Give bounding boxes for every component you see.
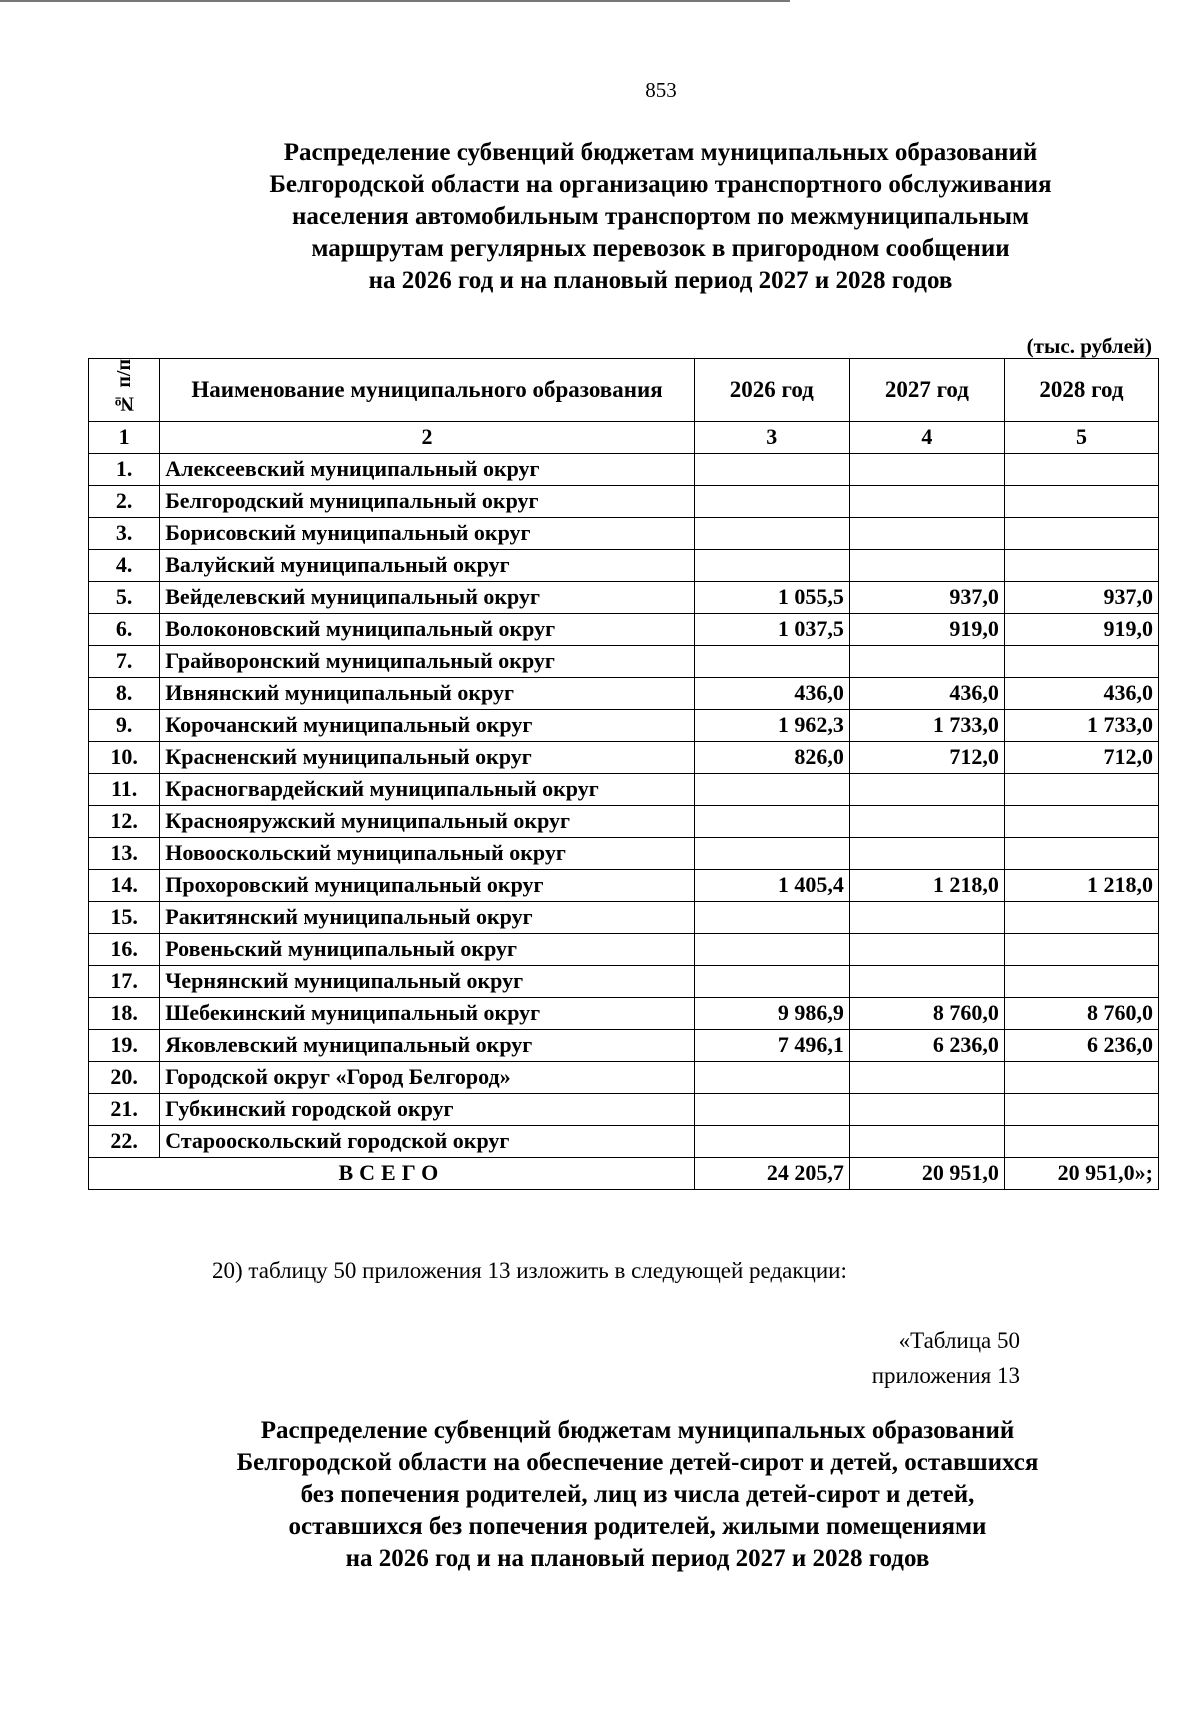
table-row [89, 805, 1159, 837]
row-number: 19. [89, 1029, 160, 1061]
row-municipality-name: Краснояружский муниципальный округ [160, 805, 694, 837]
header-2026: 2026 год [694, 359, 849, 422]
row-value-2027 [849, 517, 1004, 549]
row-number: 6. [89, 613, 160, 645]
row-value-2027: 919,0 [849, 613, 1004, 645]
table-row [89, 997, 1159, 1029]
row-value-2026: 1 055,5 [694, 581, 849, 613]
table-row [89, 933, 1159, 965]
row-number: 15. [89, 901, 160, 933]
table2-title-line: без попечения родителей, лиц из числа детей-сирот и детей, [300, 1481, 975, 1508]
row-value-2026 [694, 773, 849, 805]
row-municipality-name: Белгородский муниципальный округ [160, 485, 694, 517]
table-reference [820, 1323, 1020, 1393]
table-reference-line1: «Таблица 50 [898, 1328, 1020, 1353]
row-municipality-name: Губкинский городской округ [160, 1093, 694, 1125]
row-value-2028 [1004, 773, 1158, 805]
row-number: 20. [89, 1061, 160, 1093]
total-label: ВСЕГО [89, 1157, 695, 1189]
header-num [89, 359, 160, 422]
row-municipality-name: Прохоровский муниципальный округ [160, 869, 694, 901]
table-header-row [89, 359, 1159, 422]
column-number: 2 [160, 421, 694, 453]
row-municipality-name: Ракитянский муниципальный округ [160, 901, 694, 933]
row-municipality-name: Ровеньский муниципальный округ [160, 933, 694, 965]
table2-title-line: Белгородской области на обеспечение детей-сирот и детей, оставшихся [236, 1449, 1039, 1476]
table-row [89, 645, 1159, 677]
row-value-2028 [1004, 837, 1158, 869]
row-value-2026 [694, 549, 849, 581]
table-row [89, 709, 1159, 741]
table-row [89, 1125, 1159, 1157]
row-value-2026 [694, 485, 849, 517]
column-number: 5 [1004, 421, 1158, 453]
table-row [89, 549, 1159, 581]
row-value-2026: 1 037,5 [694, 613, 849, 645]
row-value-2026: 1 962,3 [694, 709, 849, 741]
row-number: 13. [89, 837, 160, 869]
row-value-2028 [1004, 1125, 1158, 1157]
table-row [89, 517, 1159, 549]
row-municipality-name: Старооскольский городской округ [160, 1125, 694, 1157]
row-value-2026 [694, 805, 849, 837]
row-municipality-name: Красненский муниципальный округ [160, 741, 694, 773]
table2-title-line: Распределение субвенций бюджетам муниципальных образований [260, 1417, 1015, 1444]
row-value-2027 [849, 805, 1004, 837]
row-municipality-name: Корочанский муниципальный округ [160, 709, 694, 741]
row-value-2026 [694, 901, 849, 933]
row-value-2027: 8 760,0 [849, 997, 1004, 1029]
amendment-instruction: 20) таблицу 50 приложения 13 изложить в следующей редакции: [212, 1258, 847, 1283]
table-row [89, 453, 1159, 485]
row-value-2026: 436,0 [694, 677, 849, 709]
row-value-2026: 9 986,9 [694, 997, 849, 1029]
table1-title-line: маршрутам регулярных перевозок в пригородном сообщении [311, 235, 1010, 262]
row-value-2027 [849, 1061, 1004, 1093]
row-value-2028 [1004, 485, 1158, 517]
row-value-2028: 919,0 [1004, 613, 1158, 645]
row-value-2028: 712,0 [1004, 741, 1158, 773]
row-value-2027: 1 733,0 [849, 709, 1004, 741]
row-municipality-name: Красногвардейский муниципальный округ [160, 773, 694, 805]
row-value-2028: 937,0 [1004, 581, 1158, 613]
row-value-2026: 826,0 [694, 741, 849, 773]
row-number: 1. [89, 453, 160, 485]
table1-title-line: Распределение субвенций бюджетам муниципальных образований [283, 139, 1038, 166]
row-municipality-name: Чернянский муниципальный округ [160, 965, 694, 997]
top-border-line [0, 0, 790, 2]
row-value-2026 [694, 645, 849, 677]
row-number: 12. [89, 805, 160, 837]
row-value-2027 [849, 485, 1004, 517]
table-row [89, 1093, 1159, 1125]
row-value-2028 [1004, 517, 1158, 549]
subvention-table [88, 358, 1159, 1190]
table-row [89, 1029, 1159, 1061]
row-municipality-name: Борисовский муниципальный округ [160, 517, 694, 549]
table-reference-line2: приложения 13 [871, 1363, 1020, 1388]
row-number: 16. [89, 933, 160, 965]
column-number: 1 [89, 421, 160, 453]
table-row [89, 965, 1159, 997]
row-value-2026 [694, 1061, 849, 1093]
table-row [89, 741, 1159, 773]
row-number: 5. [89, 581, 160, 613]
table1-title [60, 137, 1200, 297]
row-value-2027 [849, 933, 1004, 965]
row-number: 21. [89, 1093, 160, 1125]
total-2026: 24 205,7 [694, 1157, 849, 1189]
table1-title-line: на 2026 год и на плановый период 2027 и 2028 годов [368, 267, 953, 294]
row-municipality-name: Валуйский муниципальный округ [160, 549, 694, 581]
row-number: 18. [89, 997, 160, 1029]
row-value-2027: 6 236,0 [849, 1029, 1004, 1061]
column-number-row [89, 421, 1159, 453]
table-row [89, 773, 1159, 805]
table-row [89, 1061, 1159, 1093]
column-number: 4 [849, 421, 1004, 453]
row-value-2027 [849, 645, 1004, 677]
row-value-2026 [694, 965, 849, 997]
row-municipality-name: Яковлевский муниципальный округ [160, 1029, 694, 1061]
row-value-2027 [849, 453, 1004, 485]
total-2028: 20 951,0»; [1004, 1157, 1158, 1189]
row-municipality-name: Городской округ «Город Белгород» [160, 1061, 694, 1093]
column-number: 3 [694, 421, 849, 453]
row-value-2028: 436,0 [1004, 677, 1158, 709]
row-number: 10. [89, 741, 160, 773]
row-value-2027 [849, 773, 1004, 805]
table-row [89, 581, 1159, 613]
row-value-2027 [849, 549, 1004, 581]
row-value-2028: 6 236,0 [1004, 1029, 1158, 1061]
row-number: 8. [89, 677, 160, 709]
table2-title [60, 1415, 1200, 1575]
table-row [89, 837, 1159, 869]
row-municipality-name: Волоконовский муниципальный округ [160, 613, 694, 645]
row-value-2026 [694, 1125, 849, 1157]
row-value-2028 [1004, 805, 1158, 837]
row-number: 22. [89, 1125, 160, 1157]
row-value-2028 [1004, 453, 1158, 485]
row-municipality-name: Ивнянский муниципальный округ [160, 677, 694, 709]
row-value-2026 [694, 837, 849, 869]
table-row [89, 869, 1159, 901]
header-name: Наименование муниципального образования [160, 359, 694, 422]
row-number: 3. [89, 517, 160, 549]
row-value-2027: 712,0 [849, 741, 1004, 773]
row-value-2027 [849, 901, 1004, 933]
row-municipality-name: Вейделевский муниципальный округ [160, 581, 694, 613]
table-body [89, 453, 1159, 1157]
units-label: (тыс. рублей) [1026, 334, 1152, 358]
row-value-2028: 1 733,0 [1004, 709, 1158, 741]
total-row [89, 1157, 1159, 1189]
table1-title-line: Белгородской области на организацию транспортного обслуживания [269, 171, 1052, 198]
row-value-2028 [1004, 549, 1158, 581]
header-num-label: № п/п [112, 359, 135, 415]
row-value-2027 [849, 1125, 1004, 1157]
row-value-2028 [1004, 1093, 1158, 1125]
row-number: 9. [89, 709, 160, 741]
header-2027: 2027 год [849, 359, 1004, 422]
row-value-2028: 1 218,0 [1004, 869, 1158, 901]
row-value-2027 [849, 1093, 1004, 1125]
row-value-2027: 436,0 [849, 677, 1004, 709]
row-number: 11. [89, 773, 160, 805]
row-value-2026: 1 405,4 [694, 869, 849, 901]
row-value-2027 [849, 965, 1004, 997]
row-number: 4. [89, 549, 160, 581]
table1-title-line: населения автомобильным транспортом по межмуниципальным [291, 203, 1030, 230]
table-row [89, 613, 1159, 645]
header-2028: 2028 год [1004, 359, 1158, 422]
row-value-2028 [1004, 933, 1158, 965]
row-value-2028 [1004, 965, 1158, 997]
total-2027: 20 951,0 [849, 1157, 1004, 1189]
table-row [89, 901, 1159, 933]
table-row [89, 485, 1159, 517]
row-municipality-name: Новооскольский муниципальный округ [160, 837, 694, 869]
row-value-2028 [1004, 901, 1158, 933]
row-value-2028 [1004, 645, 1158, 677]
row-municipality-name: Грайворонский муниципальный округ [160, 645, 694, 677]
table-row [89, 677, 1159, 709]
row-value-2027 [849, 837, 1004, 869]
row-value-2026 [694, 517, 849, 549]
table2-title-line: на 2026 год и на плановый период 2027 и 2028 годов [345, 1545, 930, 1572]
row-municipality-name: Шебекинский муниципальный округ [160, 997, 694, 1029]
row-value-2028: 8 760,0 [1004, 997, 1158, 1029]
table2-title-line: оставшихся без попечения родителей, жилыми помещениями [288, 1513, 987, 1540]
row-number: 14. [89, 869, 160, 901]
row-value-2027: 937,0 [849, 581, 1004, 613]
row-number: 7. [89, 645, 160, 677]
row-number: 17. [89, 965, 160, 997]
row-number: 2. [89, 485, 160, 517]
row-value-2026 [694, 933, 849, 965]
row-municipality-name: Алексеевский муниципальный округ [160, 453, 694, 485]
page-number: 853 [645, 78, 677, 102]
row-value-2028 [1004, 1061, 1158, 1093]
row-value-2026 [694, 1093, 849, 1125]
row-value-2027: 1 218,0 [849, 869, 1004, 901]
row-value-2026: 7 496,1 [694, 1029, 849, 1061]
row-value-2026 [694, 453, 849, 485]
